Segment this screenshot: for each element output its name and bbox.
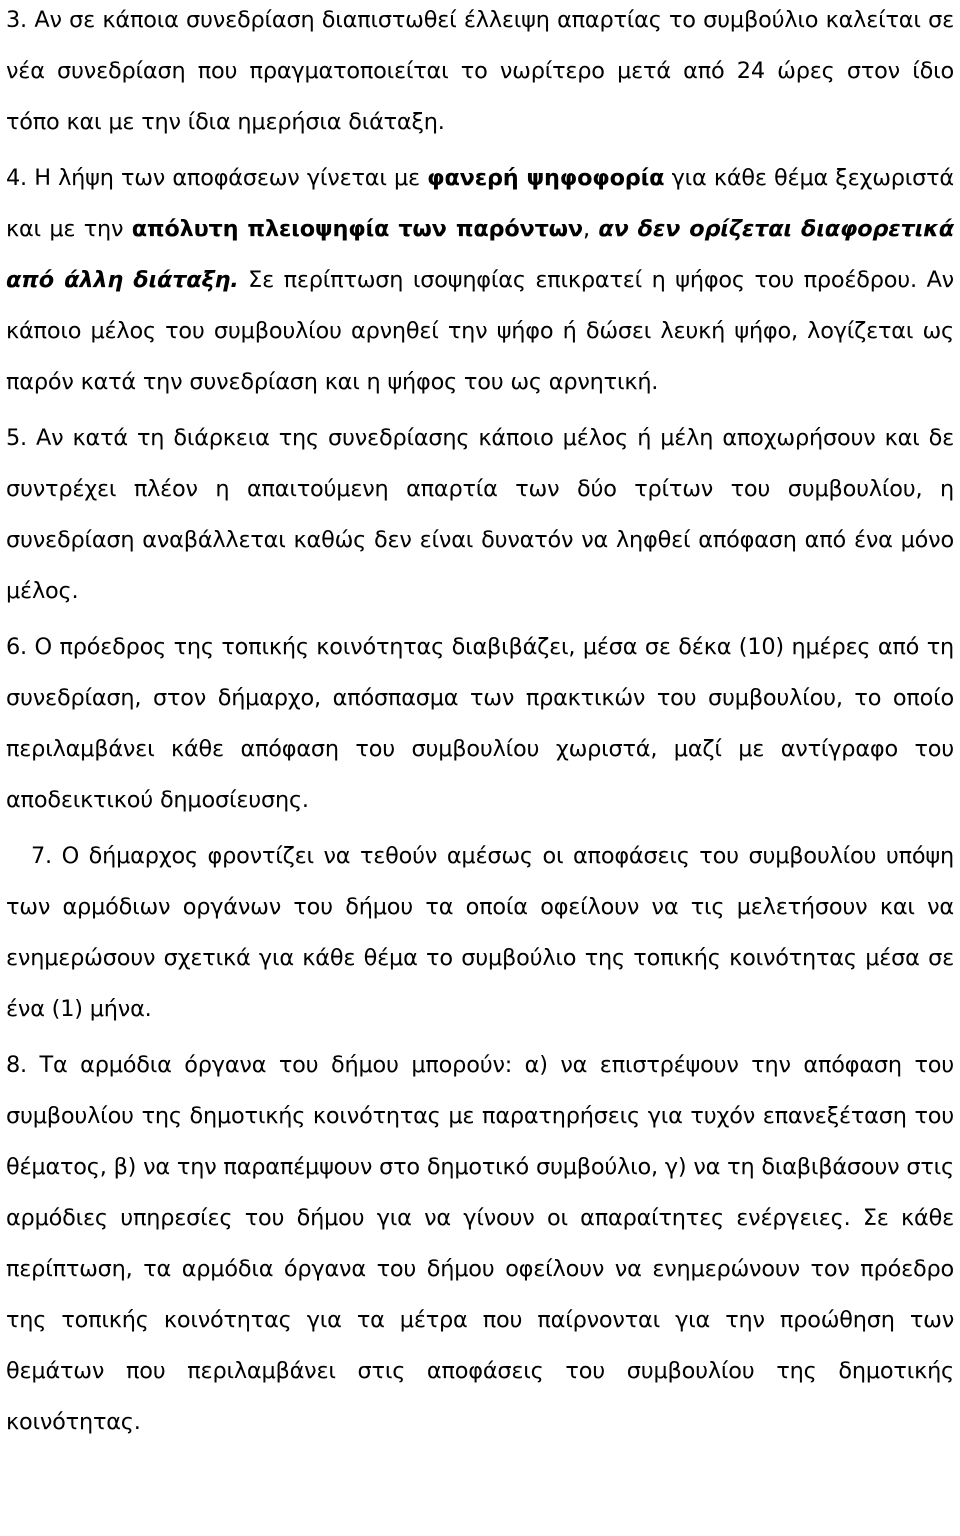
paragraph-4-bold-open-vote: φανερή ψηφοφορία: [427, 165, 665, 191]
paragraph-4-text-1: 4. Η λήψη των αποφάσεων γίνεται με: [6, 165, 428, 191]
paragraph-3-text: 3. Αν σε κάποια συνεδρίαση διαπιστωθεί έλλειψη απαρτίας το συμβούλιο καλείται σε νέα συνεδρίαση που πραγματοποιείται το νωρίτερο μετά από 24 ώρες στον ίδιο τόπο και με την ίδια ημερήσια διάταξη.: [6, 7, 954, 135]
paragraph-8-text: 8. Τα αρμόδια όργανα του δήμου μπορούν: α) να επιστρέψουν την απόφαση του συμβουλίου της δημοτικής κοινότητας με παρατηρήσεις για τυχόν επανεξέταση του θέματος, β) να την παραπέμψουν στο δημοτικό συμβούλιο, γ) να τη διαβιβάσουν στις αρμόδιες υπηρεσίες του δήμου για να γίνουν οι απαραίτητες ενέργειες. Σε κάθε περίπτωση, τα αρμόδια όργανα του δήμου οφείλουν να ενημερώνουν τον πρόεδρο της τοπικής κοινότητας για τα μέτρα που παίρνονται για την προώθηση των θεμάτων που περιλαμβάνει στις αποφάσεις του συμβουλίου της δημοτικής κοινότητας.: [6, 1052, 954, 1435]
paragraph-4-bold-majority: απόλυτη πλειοψηφία των παρόντων: [131, 216, 583, 242]
paragraph-4-text-4: Σε περίπτωση ισοψηφίας επικρατεί η ψήφος του προέδρου. Αν κάποιο μέλος του συμβουλίου αρνηθεί την ψήφο ή δώσει λευκή ψήφο, λογίζεται ως παρόν κατά την συνεδρίαση και η ψήφος του ως αρνητική.: [6, 267, 954, 395]
paragraph-4-bolditalic-exception: αν δεν ορίζεται διαφορετικά από άλλη διάταξη.: [6, 216, 954, 293]
paragraph-4-text-3: ,: [583, 216, 599, 242]
paragraph-3: [6, 0, 954, 148]
paragraph-5-text: 5. Αν κατά τη διάρκεια της συνεδρίασης κάποιο μέλος ή μέλη αποχωρήσουν και δε συντρέχει πλέον η απαιτούμενη απαρτία των δύο τρίτων του συμβουλίου, η συνεδρίαση αναβάλλεται καθώς δεν είναι δυνατόν να ληφθεί απόφαση από ένα μόνο μέλος.: [6, 425, 954, 604]
paragraph-4: [6, 153, 954, 408]
paragraph-7: [6, 831, 954, 1035]
paragraph-6-text: 6. Ο πρόεδρος της τοπικής κοινότητας διαβιβάζει, μέσα σε δέκα (10) ημέρες από τη συνεδρίαση, στον δήμαρχο, απόσπασμα των πρακτικών του συμβουλίου, το οποίο περιλαμβάνει κάθε απόφαση του συμβουλίου χωριστά, μαζί με αντίγραφο του αποδεικτικού δημοσίευσης.: [6, 634, 954, 813]
paragraph-7-text: 7. Ο δήμαρχος φροντίζει να τεθούν αμέσως οι αποφάσεις του συμβουλίου υπόψη των αρμόδιων οργάνων του δήμου τα οποία οφείλουν να τις μελετήσουν και να ενημερώσουν σχετικά για κάθε θέμα το συμβούλιο της τοπικής κοινότητας μέσα σε ένα (1) μήνα.: [6, 843, 954, 1022]
paragraph-6: [6, 622, 954, 826]
paragraph-8: [6, 1040, 954, 1448]
paragraph-4-text-2: για κάθε θέμα ξεχωριστά και με την: [6, 165, 954, 242]
paragraph-5: [6, 413, 954, 617]
document-page: [6, 0, 954, 1448]
